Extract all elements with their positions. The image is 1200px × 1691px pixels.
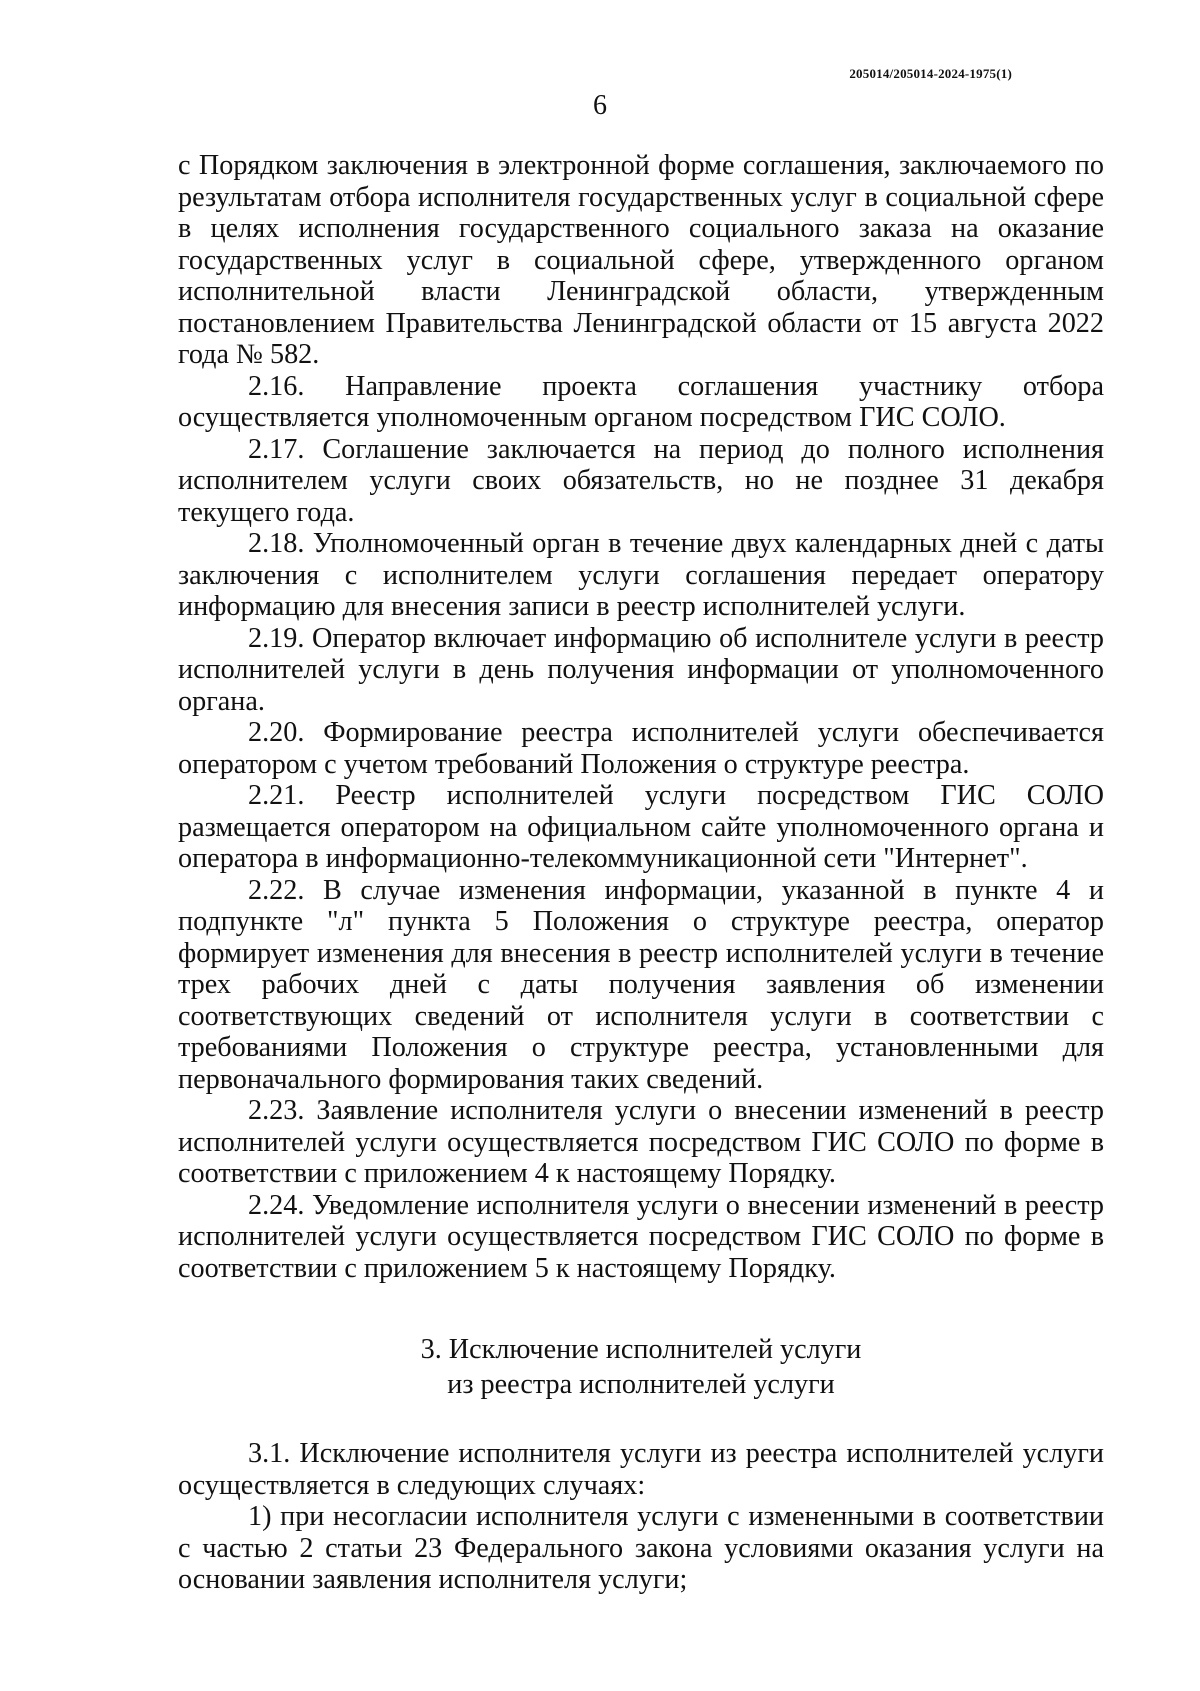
paragraph-2-22: 2.22. В случае изменения информации, указанной в пункте 4 и подпункте "л" пункта 5 Положения о структуре реестра, оператор формирует изменения для внесения в реестр исполнителей услуги в течение трех рабочих дней с даты получения заявления об изменении соответствующих сведений от исполнителя услуги в соответствии с требованиями Положения о структуре реестра, установленными для первоначального формирования таких сведений. [178, 874, 1104, 1095]
paragraph-2-20: 2.20. Формирование реестра исполнителей услуги обеспечивается оператором с учетом требований Положения о структуре реестра. [178, 717, 1104, 780]
document-registration-number: 205014/205014-2024-1975(1) [849, 66, 1012, 81]
paragraph-2-24: 2.24. Уведомление исполнителя услуги о внесении изменений в реестр исполнителей услуги осуществляется посредством ГИС СОЛО по форме в соответствии с приложением 5 к настоящему Порядку. [178, 1189, 1104, 1284]
document-body [178, 150, 1104, 1596]
paragraph-3-1: 3.1. Исключение исполнителя услуги из реестра исполнителей услуги осуществляется в следующих случаях: [178, 1438, 1104, 1501]
paragraph-2-18: 2.18. Уполномоченный орган в течение двух календарных дней с даты заключения с исполнителем услуги соглашения передает оператору информацию для внесения записи в реестр исполнителей услуги. [178, 528, 1104, 622]
paragraph-2-16: 2.16. Направление проекта соглашения участнику отбора осуществляется уполномоченным органом посредством ГИС СОЛО. [178, 370, 1104, 433]
section-3-heading-line-2: из реестра исполнителей услуги [447, 1369, 835, 1400]
page-number: 6 [593, 90, 607, 121]
paragraph-2-23: 2.23. Заявление исполнителя услуги о внесении изменений в реестр исполнителей услуги осуществляется посредством ГИС СОЛО по форме в соответствии с приложением 4 к настоящему Порядку. [178, 1095, 1104, 1189]
paragraph-continuation: с Порядком заключения в электронной форме соглашения, заключаемого по результатам отбора исполнителя государственных услуг в социальной сфере в целях исполнения государственного социального заказа на оказание государственных услуг в социальной сфере, утвержденного органом исполнительной власти Ленинградской области, утвержденным постановлением Правительства Ленинградской области от 15 августа 2022 года № 582. [178, 150, 1104, 370]
section-3-heading-line-1: 3. Исключение исполнителей услуги [420, 1334, 862, 1365]
paragraph-3-1-item-1: 1) при несогласии исполнителя услуги с измененными в соответствии с частью 2 статьи 23 Федерального закона условиями оказания услуги на основании заявления исполнителя услуги; [178, 1501, 1104, 1595]
paragraph-2-21: 2.21. Реестр исполнителей услуги посредством ГИС СОЛО размещается оператором на официальном сайте уполномоченного органа и оператора в информационно-телекоммуникационной сети "Интернет". [178, 780, 1104, 874]
paragraph-2-17: 2.17. Соглашение заключается на период до полного исполнения исполнителем услуги своих обязательств, но не позднее 31 декабря текущего года. [178, 433, 1104, 528]
section-3-heading [178, 1332, 1104, 1402]
paragraph-2-19: 2.19. Оператор включает информацию об исполнителе услуги в реестр исполнителей услуги в день получения информации от уполномоченного органа. [178, 622, 1104, 717]
